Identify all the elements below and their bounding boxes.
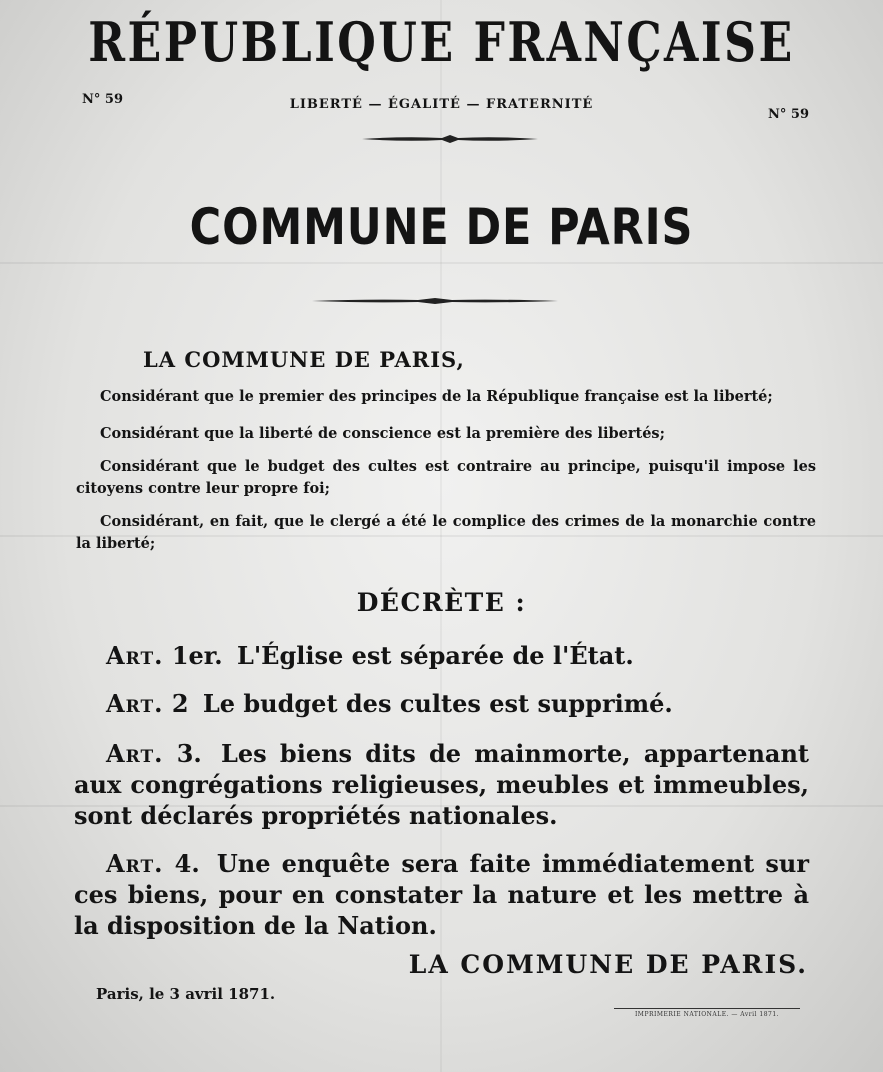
poster-number-right: N° 59 bbox=[768, 107, 809, 122]
ornament-rule-top bbox=[360, 133, 540, 145]
place-date: Paris, le 3 avril 1871. bbox=[96, 985, 276, 1003]
article-3 bbox=[74, 738, 809, 831]
article-text: L'Église est séparée de l'État. bbox=[236, 641, 634, 670]
consideration-2: Considérant que la liberté de conscience est la première des libertés; bbox=[100, 425, 665, 442]
article-number: 1er. bbox=[171, 641, 223, 670]
article-number: 3. bbox=[176, 739, 202, 768]
consideration-4: Considérant, en fait, que le clergé a été le complice des crimes de la monarchie contre la liberté; bbox=[76, 513, 816, 552]
article-label: Art. bbox=[106, 739, 164, 768]
consideration-1: Considérant que le premier des principes de la République française est la liberté; bbox=[100, 388, 773, 405]
article-label: Art. bbox=[106, 689, 164, 718]
signature: LA COMMUNE DE PARIS. bbox=[408, 950, 808, 979]
article-label: Art. bbox=[106, 849, 164, 878]
consideration-3: Considérant que le budget des cultes est contraire au principe, puisqu'il impose les citoyens contre leur propre foi; bbox=[76, 458, 816, 497]
printer-rule bbox=[614, 1008, 800, 1009]
motto: LIBERTÉ — ÉGALITÉ — FRATERNITÉ bbox=[289, 97, 594, 112]
article-4 bbox=[74, 848, 809, 941]
article-2 bbox=[74, 688, 809, 719]
article-number: 4. bbox=[174, 849, 200, 878]
article-number: 2 bbox=[171, 689, 189, 718]
preamble-issuer: LA COMMUNE DE PARIS, bbox=[143, 347, 465, 372]
commune-title: COMMUNE DE PARIS bbox=[189, 198, 694, 256]
article-text: Le budget des cultes est supprimé. bbox=[202, 689, 673, 718]
ornament-rule-middle bbox=[310, 295, 560, 307]
article-1 bbox=[74, 640, 809, 671]
printer-imprint: IMPRIMERIE NATIONALE. — Avril 1871. bbox=[634, 1011, 780, 1018]
article-label: Art. bbox=[106, 641, 164, 670]
republic-heading: RÉPUBLIQUE FRANÇAISE bbox=[88, 10, 795, 74]
article-text: Les biens dits de mainmorte, appartenant aux congrégations religieuses, meubles et immeubles, sont déclarés propriétés nationales. bbox=[74, 739, 810, 830]
poster-number-left: N° 59 bbox=[82, 92, 123, 107]
decree-heading: DÉCRÈTE : bbox=[356, 588, 527, 617]
article-text: Une enquête sera faite immédiatement sur ces biens, pour en constater la nature et les mettre à la disposition de la Nation. bbox=[74, 849, 810, 940]
